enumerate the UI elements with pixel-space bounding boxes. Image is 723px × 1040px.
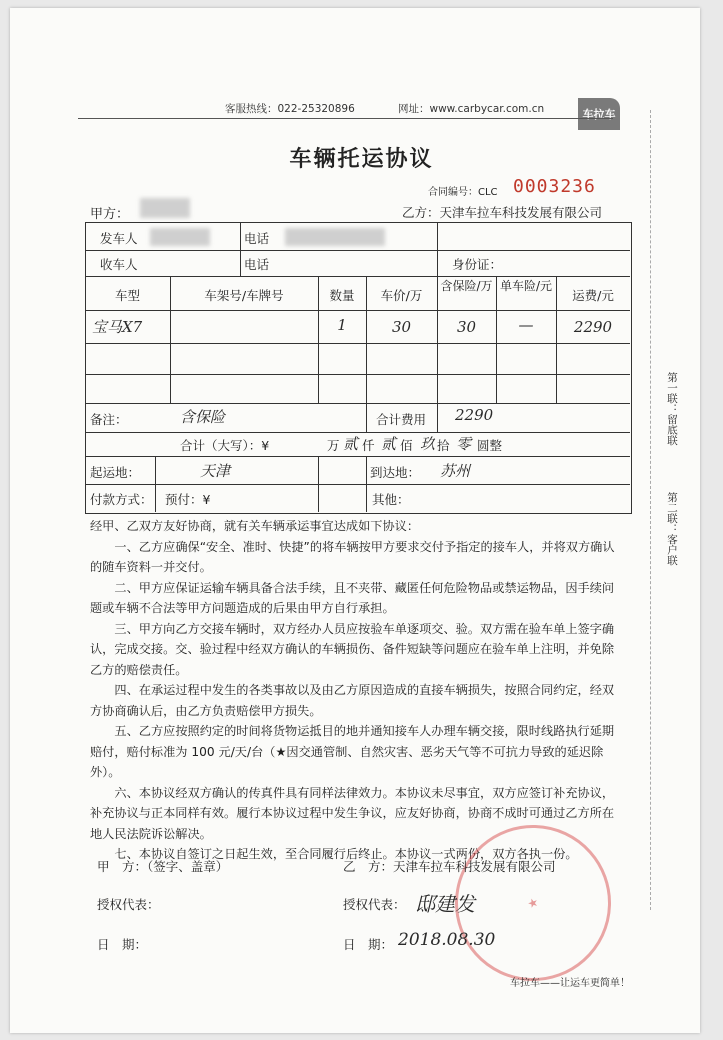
table-col-rule [155, 456, 156, 512]
row1-insured: 30 [456, 318, 477, 336]
capital-qian: 仟 [362, 438, 375, 453]
party-a-date-label: 日 期： [97, 937, 148, 952]
origin-value: 天津 [200, 462, 231, 480]
term-4: 四、在承运过程中发生的各类事故以及由乙方原因造成的直接车辆损失，按照合同约定，经双方协商确认后，由乙方负责赔偿甲方损失。 [90, 683, 615, 718]
party-b-name: 乙方：天津车拉车科技发展有限公司 [402, 205, 603, 220]
row1-single-insurance: — [518, 316, 534, 334]
page-title: 车辆托运协议 [289, 147, 434, 172]
term-1: 一、乙方应确保“安全、准时、快捷”的将车辆按甲方要求交付予指定的接车人，并将双方确认的随车资料一并交付。 [90, 539, 615, 574]
terms-intro: 经甲、乙双方友好协商，就有关车辆承运事宜达成如下协议： [90, 519, 420, 533]
prepay-label: 预付：¥ [165, 492, 211, 507]
term-5: 五、乙方应按照约定的时间将货物运抵目的地并通知接车人办理车辆交接，限时线路执行延期赔付，赔付标准为 100 元/天/台（★因交通管制、自然灾害、恶劣天气等不可抗力导致的延迟除外）。 [90, 724, 615, 779]
perforation-line [650, 110, 651, 910]
origin-label: 起运地： [90, 465, 141, 480]
capital-end: 圆整 [477, 438, 503, 453]
remarks-value: 含保险 [180, 408, 226, 426]
col-header-single-insurance: 单车险/元 [499, 279, 553, 293]
col-header-fee: 运费/元 [572, 288, 614, 303]
capital-tens: 玖 [420, 435, 436, 453]
capital-wan: 万 [327, 438, 340, 453]
row1-model: 宝马X7 [92, 318, 143, 336]
party-a-signature-label: 甲 方：（签字、盖章） [97, 859, 229, 874]
terms-section [90, 516, 620, 865]
copy-label-archive: 第一联：留底联 [666, 372, 678, 446]
capital-thousands: 贰 [343, 435, 359, 453]
table-col-rule [437, 403, 438, 432]
capital-hundreds: 贰 [381, 435, 397, 453]
remarks-label: 备注： [90, 412, 128, 427]
table-rule [85, 276, 630, 277]
dest-value: 苏州 [440, 462, 471, 480]
other-label: 其他： [372, 492, 410, 507]
contract-number: 0003236 [513, 176, 596, 197]
table-col-rule [366, 403, 367, 432]
receiver-label: 收车人 [100, 257, 138, 272]
capital-shi: 拾 [437, 438, 450, 453]
contract-number-label: 合同编号：CLC [428, 187, 498, 198]
row1-fee: 2290 [573, 318, 613, 336]
info-table [85, 222, 632, 514]
table-col-rule [240, 222, 241, 276]
table-rule [85, 456, 630, 457]
capital-bai: 佰 [400, 438, 413, 453]
receiver-phone-label: 电话 [244, 257, 270, 272]
table-col-rule [366, 456, 367, 512]
id-card-label: 身份证： [452, 257, 503, 272]
redacted-sender [150, 228, 210, 246]
redacted-phone [285, 228, 385, 246]
table-col-rule [437, 276, 438, 403]
dest-label: 到达地： [370, 465, 421, 480]
capital-ones: 零 [456, 435, 472, 453]
table-rule [85, 374, 630, 375]
company-seal: ★ [433, 803, 633, 1003]
total-label: 合计费用 [376, 412, 427, 427]
col-header-qty: 数量 [329, 288, 355, 303]
table-rule [85, 343, 630, 344]
party-b-date-value: 2018.08.30 [398, 930, 496, 950]
table-col-rule [318, 456, 319, 512]
table-col-rule [496, 276, 497, 403]
row1-price: 30 [391, 318, 412, 336]
col-header-insured: 含保险/万 [440, 279, 493, 293]
table-rule [85, 484, 630, 485]
hotline-text: 客服热线：022-25320896 [225, 103, 355, 115]
row1-qty: 1 [337, 316, 347, 334]
copy-label-customer: 第二联：客户联 [666, 492, 678, 566]
footer-slogan: 车拉车——让运车更简单！ [510, 978, 630, 989]
redacted-party-a [140, 198, 190, 218]
table-rule [85, 403, 630, 404]
sender-label: 发车人 [100, 231, 138, 246]
website-text: 网址：www.carbycar.com.cn [398, 103, 545, 115]
term-7: 七、本协议自签订之日起生效，至合同履行后终止。本协议一式两份，双方各执一份。 [114, 847, 578, 861]
term-6: 六、本协议经双方确认的传真件具有同样法律效力。本协议未尽事宜，双方应签订补充协议，补充协议与正本同样有效。履行本协议过程中发生争议，应友好协商，协商不成时可通过乙方所在地人民法院诉讼解决。 [90, 785, 615, 841]
total-value: 2290 [455, 406, 494, 424]
col-header-price: 车价/万 [380, 288, 423, 303]
party-a-auth-label: 授权代表： [97, 897, 160, 912]
party-a-label: 甲方： [90, 207, 130, 222]
party-b-auth-label: 授权代表： [343, 897, 406, 912]
capital-label: 合计（大写）：¥ [180, 438, 270, 453]
party-b-date-label: 日 期： [343, 937, 394, 952]
table-rule [85, 250, 630, 251]
party-b-signature-label: 乙 方：天津车拉车科技发展有限公司 [343, 859, 556, 874]
header-divider [78, 118, 613, 119]
term-3: 三、甲方向乙方交接车辆时，双方经办人员应按验车单逐项交、验。双方需在验车单上签字确认，完成交接。交、验过程中经双方确认的车辆损伤、备件短缺等问题应在验车单上注明，并免除乙方的赔偿责任。 [90, 621, 615, 677]
sender-phone-label: 电话 [244, 231, 270, 246]
party-b-auth-signature: 邸建发 [415, 892, 475, 916]
term-2: 二、甲方应保证运输车辆具备合法手续，且不夹带、藏匿任何危险物品或禁运物品，因手续问题或车辆不合法等甲方问题造成的后果由甲方自行承担。 [90, 580, 615, 615]
company-logo: 车拉车 [578, 98, 620, 130]
col-header-model: 车型 [114, 288, 140, 303]
table-rule [85, 310, 630, 311]
table-col-rule [437, 222, 438, 276]
col-header-vin: 车架号/车牌号 [204, 288, 284, 303]
payment-label: 付款方式： [90, 492, 153, 507]
